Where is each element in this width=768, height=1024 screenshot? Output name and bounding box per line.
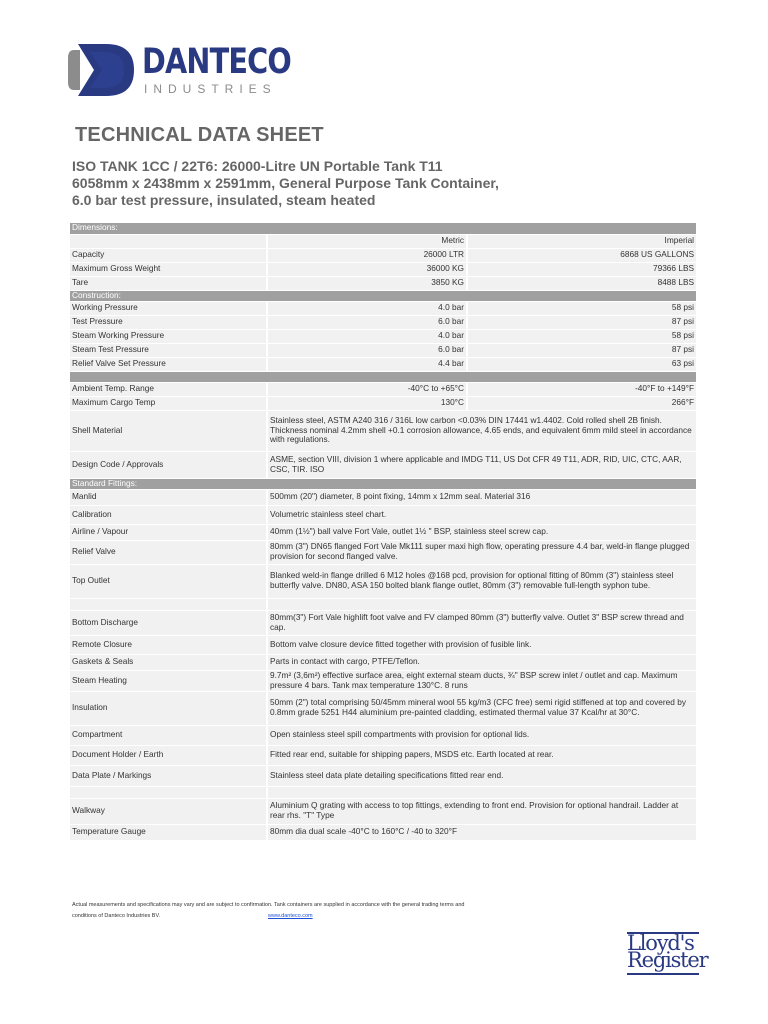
imperial-value: 266°F (467, 396, 697, 410)
brand-subtitle: INDUSTRIES (144, 82, 277, 96)
spec-description: Aluminium Q grating with access to top fittings, extending to front end. Provision for optional handrail. Ladder at rear rhs. "T" Type (267, 798, 697, 824)
table-row (70, 786, 697, 798)
spec-label: Design Code / Approvals (70, 451, 267, 478)
table-row (70, 382, 697, 396)
table-row (70, 357, 697, 371)
table-row (70, 598, 697, 610)
metric-value: 3850 KG (267, 276, 467, 290)
spec-label: Steam Working Pressure (70, 329, 267, 343)
spec-label: Ambient Temp. Range (70, 382, 267, 396)
spec-description: 50mm (2") total comprising 50/45mm mineral wool 55 kg/m3 (CFC free) semi rigid stiffened at top and covered by 0.8mm grade 5251 H44 aluminium pre-painted cladding, estimated thermal value 37 Kcal/hr at 30°C. (267, 691, 697, 725)
table-row (70, 635, 697, 654)
subtitle-line: 6.0 bar test pressure, insulated, steam heated (72, 192, 376, 208)
spec-label (70, 786, 267, 798)
metric-value: 26000 LTR (267, 248, 467, 262)
danteco-logo (68, 40, 291, 100)
section-header (70, 371, 697, 382)
table-row (70, 301, 697, 315)
metric-value: 6.0 bar (267, 315, 467, 329)
table-row (70, 745, 697, 765)
spec-description (267, 598, 697, 610)
spec-label: Insulation (70, 691, 267, 725)
spec-description: Stainless steel, ASTM A240 316 / 316L low carbon <0.03% DIN 17441 w1.4402. Cold rolled shell 2B finish. Thickness nominal 4.2mm shell +0.1 corrosion allowance, 4.65 ends, and equivalent 6mm mild steel in accordance with regulations. (267, 410, 697, 451)
spec-description: 500mm (20") diameter, 8 point fixing, 14mm x 12mm seal. Material 316 (267, 489, 697, 505)
imperial-value: 58 psi (467, 329, 697, 343)
metric-value: 4.0 bar (267, 301, 467, 315)
table-row (70, 410, 697, 451)
spec-description: ASME, section VIII, division 1 where applicable and IMDG T11, US Dot CFR 49 T11, ADR, RID, UIC, CTC, AAR, CSC, TIR. ISO (267, 451, 697, 478)
table-row (70, 798, 697, 824)
spec-label: Walkway (70, 798, 267, 824)
lloyds-logo-line: Lloyd's (627, 931, 694, 955)
section-header: Construction: (70, 290, 697, 301)
imperial-value: 87 psi (467, 315, 697, 329)
imperial-value: -40°F to +149°F (467, 382, 697, 396)
spec-label: Remote Closure (70, 635, 267, 654)
table-row (70, 329, 697, 343)
table-row (70, 451, 697, 478)
spec-label: Airline / Vapour (70, 524, 267, 540)
metric-value: -40°C to +65°C (267, 382, 467, 396)
spec-label: Bottom Discharge (70, 610, 267, 635)
table-row (70, 824, 697, 840)
spec-description: Volumetric stainless steel chart. (267, 505, 697, 524)
spec-label: Top Outlet (70, 564, 267, 598)
imperial-value: 63 psi (467, 357, 697, 371)
table-row (70, 248, 697, 262)
spec-label: Compartment (70, 725, 267, 745)
section-header-row (70, 371, 697, 382)
spec-label: Data Plate / Markings (70, 765, 267, 786)
spec-label: Working Pressure (70, 301, 267, 315)
spec-label (70, 598, 267, 610)
spec-label: Temperature Gauge (70, 824, 267, 840)
metric-value: 130°C (267, 396, 467, 410)
spec-description: Parts in contact with cargo, PTFE/Teflon. (267, 654, 697, 670)
lloyds-logo-line: Register (627, 948, 708, 972)
spec-description (267, 786, 697, 798)
footnote-line: conditions of Danteco Industries BV. (72, 913, 161, 919)
spec-label: Maximum Cargo Temp (70, 396, 267, 410)
metric-value: 6.0 bar (267, 343, 467, 357)
table-row (70, 524, 697, 540)
imperial-value: 58 psi (467, 301, 697, 315)
imperial-value: 79366 LBS (467, 262, 697, 276)
logo-rule (627, 973, 699, 975)
spec-description: 40mm (1½") ball valve Fort Vale, outlet 1½ " BSP, stainless steel screw cap. (267, 524, 697, 540)
table-row (70, 765, 697, 786)
spec-label: Steam Test Pressure (70, 343, 267, 357)
table-row (70, 505, 697, 524)
product-subtitle (72, 158, 712, 209)
metric-value: Metric (267, 234, 467, 248)
specification-table (70, 223, 698, 841)
imperial-value: 8488 LBS (467, 276, 697, 290)
spec-description: Fitted rear end, suitable for shipping papers, MSDS etc. Earth located at rear. (267, 745, 697, 765)
spec-label: Test Pressure (70, 315, 267, 329)
table-row (70, 234, 697, 248)
table-row (70, 262, 697, 276)
metric-value: 4.0 bar (267, 329, 467, 343)
table-row (70, 343, 697, 357)
subtitle-line: 6058mm x 2438mm x 2591mm, General Purpose Tank Container, (72, 175, 499, 191)
table-row (70, 276, 697, 290)
spec-label: Document Holder / Earth (70, 745, 267, 765)
website-link[interactable]: www.danteco.com (268, 913, 313, 919)
section-header: Standard Fittings: (70, 478, 697, 489)
table-row (70, 670, 697, 691)
metric-value: 36000 KG (267, 262, 467, 276)
section-header-row (70, 223, 697, 234)
table-row (70, 725, 697, 745)
footnote-line: Actual measurements and specifications may vary and are subject to confirmation. Tank containers are supplied in accordance with the general trading terms and (72, 902, 465, 908)
spec-label: Steam Heating (70, 670, 267, 691)
spec-label: Maximum Gross Weight (70, 262, 267, 276)
spec-label: Relief Valve (70, 540, 267, 564)
spec-description: Stainless steel data plate detailing specifications fitted rear end. (267, 765, 697, 786)
spec-description: Open stainless steel spill compartments with provision for optional lids. (267, 725, 697, 745)
imperial-value: 87 psi (467, 343, 697, 357)
document-title: TECHNICAL DATA SHEET (75, 124, 324, 146)
table-row (70, 654, 697, 670)
spec-label: Manlid (70, 489, 267, 505)
table-row (70, 691, 697, 725)
danteco-logo-mark-icon (68, 42, 136, 98)
subtitle-line: ISO TANK 1CC / 22T6: 26000-Litre UN Portable Tank T11 (72, 158, 443, 174)
table-row (70, 489, 697, 505)
spec-label: Shell Material (70, 410, 267, 451)
section-header: Dimensions: (70, 223, 697, 234)
spec-label: Capacity (70, 248, 267, 262)
spec-label: Gaskets & Seals (70, 654, 267, 670)
section-header-row (70, 478, 697, 489)
spec-description: 9.7m² (3,6m²) effective surface area, eight external steam ducts, ¾" BSP screw inlet / outlet and cap. Maximum pressure 4 bars. Tank max temperature 130°C. 8 runs (267, 670, 697, 691)
table-row (70, 396, 697, 410)
table-row (70, 540, 697, 564)
spec-description: Bottom valve closure device fitted together with provision of fusible link. (267, 635, 697, 654)
spec-label: Calibration (70, 505, 267, 524)
spec-label: Relief Valve Set Pressure (70, 357, 267, 371)
spec-description: 80mm(3") Fort Vale highlift foot valve and FV clamped 80mm (3") butterfly valve. Outlet 3" BSP screw thread and cap. (267, 610, 697, 635)
table-row (70, 610, 697, 635)
metric-value: 4.4 bar (267, 357, 467, 371)
spec-label: Tare (70, 276, 267, 290)
lloyds-register-logo (627, 931, 708, 976)
imperial-value: Imperial (467, 234, 697, 248)
table-row (70, 315, 697, 329)
spec-description: 80mm (3") DN65 flanged Fort Vale Mk111 super maxi high flow, operating pressure 4.4 bar, weld-in flange plugged provision for second flanged valve. (267, 540, 697, 564)
section-header-row (70, 290, 697, 301)
specification-table-body (70, 223, 697, 840)
spec-description: Blanked weld-in flange drilled 6 M12 holes @168 pcd, provision for optional fitting of 80mm (3") stainless steel butterfly valve. DN80, ASA 150 bolted blank flange outlet, 80mm (3") removable full-length syphon tube. (267, 564, 697, 598)
table-row (70, 564, 697, 598)
imperial-value: 6868 US GALLONS (467, 248, 697, 262)
spec-description: 80mm dia dual scale -40°C to 160°C / -40 to 320°F (267, 824, 697, 840)
spec-label (70, 234, 267, 248)
brand-name: DANTECO (142, 42, 291, 82)
